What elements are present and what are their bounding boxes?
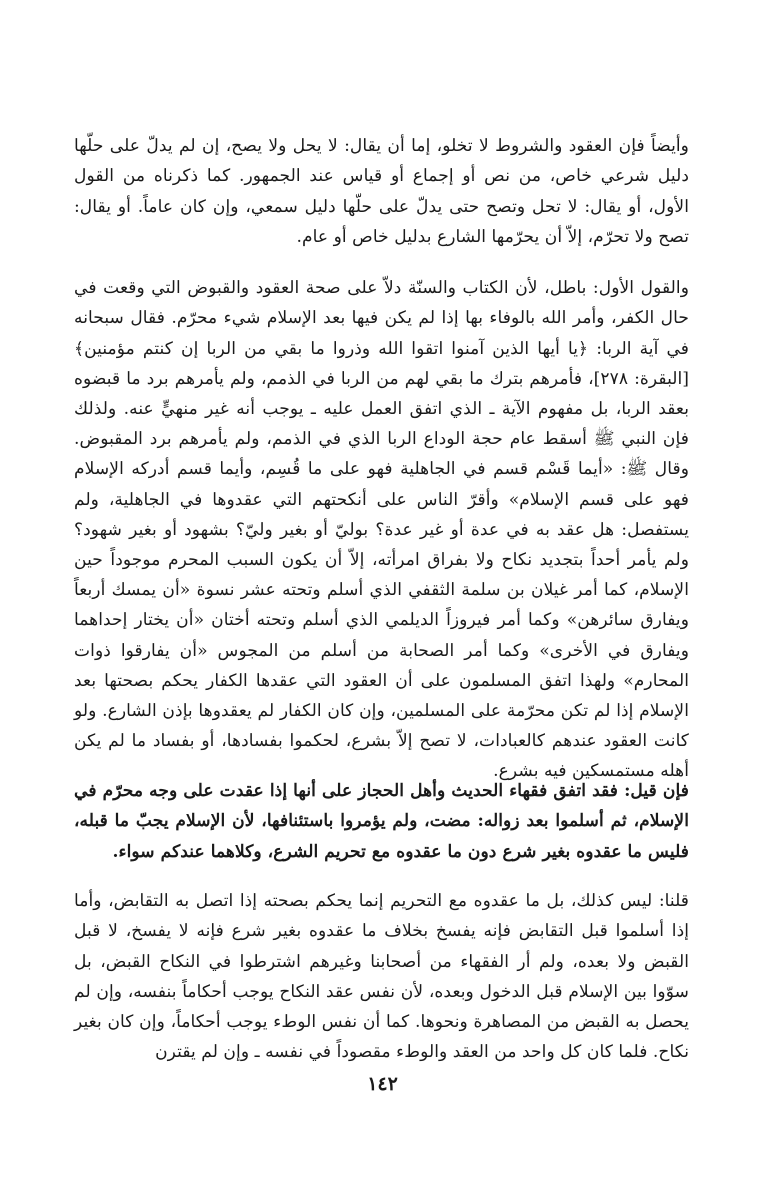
paragraph-response: قلنا: ليس كذلك، بل ما عقدوه مع التحريم إنما يحكم بصحته إذا اتصل به التقابض، وأما إذا أسلموا قبل التقابض فإنه يفسخ بخلاف ما عقدوه بغير شرع فإنه لا يفسخ، لا قبل القبض ولا بعده، ولم أر الفقهاء من أصحابنا وغيرهم اشترطوا في النكاح القبض، بل سوّوا بين الإسلام قبل الدخول وبعده، لأن نفس عقد النكاح يوجب أحكاماً بنفسه، وإن لم يحصل به القبض من المصاهرة ونحوها. كما أن نفس الوطء يوجب أحكاماً، وإن كان بغير نكاح. فلما كان كل واحد من العقد والوطء مقصوداً في نفسه ـ وإن لم يقترن bbox=[74, 891, 689, 1063]
paragraph-contracts-intro: وأيضاً فإن العقود والشروط لا تخلو، إما أن يقال: لا يحل ولا يصح، إن لم يدلّ على حلّها دليل شرعي خاص، من نص أو إجماع أو قياس عند الجمهور. كما ذكرناه من القول الأول، أو يقال: لا تحل وتصح حتى يدلّ على حلّها دليل سمعي، وإن كان عاماً. أو يقال: تصح ولا تحرّم، إلاّ أن يحرّمها الشارع بدليل خاص أو عام. bbox=[74, 136, 689, 247]
paragraph-objection: فإن قيل: فقد اتفق فقهاء الحديث وأهل الحجاز على أنها إذا عقدت على وجه محرّم في الإسلام، ثم أسلموا بعد زواله: مضت، ولم يؤمروا باستئنافها، لأن الإسلام يجبّ ما قبله، فليس ما عقدوه بغير شرع دون ما عقدوه مع تحريم الشرع، وكلاهما عندكم سواء. bbox=[74, 781, 689, 862]
paragraph-first-opinion: والقول الأول: باطل، لأن الكتاب والسنّة دلاّ على صحة العقود والقبوض التي وقعت في حال الكفر، وأمر الله بالوفاء بها إذا لم يكن فيها بعد الإسلام شيء محرّم. فقال سبحانه في آية الربا: ﴿يا أيها الذين آمنوا اتقوا الله وذروا ما بقي من الربا إن كنتم مؤمنين﴾ [البقرة: ٢٧٨]، فأمرهم بترك ما بقي لهم من الربا في الذمم، ولم يأمرهم برد ما قبضوه بعقد الربا، بل مفهوم الآية ـ الذي اتفق العمل عليه ـ يوجب أنه غير منهيٍّ عنه. ولذلك فإن النبي ﷺ أسقط عام حجة الوداع الربا الذي في الذمم، ولم يأمرهم برد المقبوض. وقال ﷺ: «أيما قَسْم قسم في الجاهلية فهو على ما قُسِم، وأيما قسم أدركه الإسلام فهو على قسم الإسلام» وأقرّ الناس على أنكحتهم التي عقدوها في الجاهلية، ولم يستفصل: هل عقد به في عدة أو غير عدة؟ بوليّ أو بغير وليّ؟ بشهود أو بغير شهود؟ ولم يأمر أحداً بتجديد نكاح ولا بفراق امرأته، إلاّ أن يكون السبب المحرم موجوداً حين الإسلام، كما أمر غيلان بن سلمة الثقفي الذي أسلم وتحته عشر نسوة «أن يمسك أربعاً ويفارق سائرهن» وكما أمر فيروزاً الديلمي الذي أسلم وتحته أختان «أن يختار إحداهما ويفارق في الأخرى» وكما أمر الصحابة من أسلم من المجوس «أن يفارقوا ذوات المحارم» ولهذا اتفق المسلمون على أن العقود التي عقدها الكفار يحكم بصحتها بعد الإسلام إذا لم تكن محرّمة على المسلمين، وإن كان الكفار لم يعقدوها بإذن الشارع. ولو كانت العقود عندهم كالعبادات، لا تصح إلاّ بشرع، لحكموا بفسادها، أو بفساد ما لم يكن أهله مستمسكين فيه بشرع. bbox=[74, 278, 690, 782]
page-number: ١٤٢ bbox=[367, 1073, 398, 1095]
